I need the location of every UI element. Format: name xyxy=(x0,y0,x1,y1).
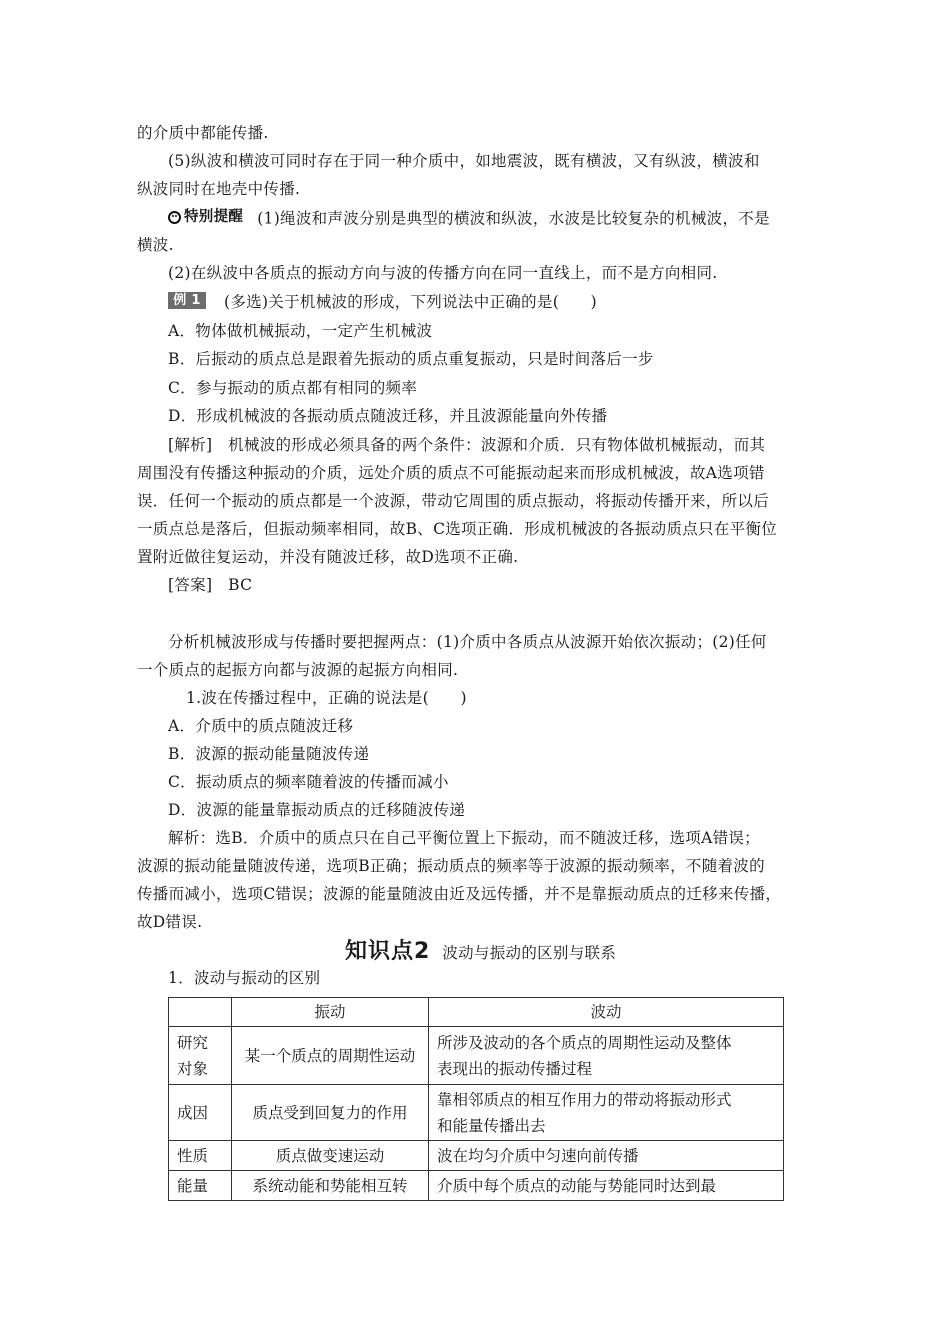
example-question-line xyxy=(168,292,597,312)
example-badge xyxy=(168,292,206,309)
heading-sub: 波动与振动的区别与联系 xyxy=(442,944,617,962)
text-line: 的介质中都能传播. xyxy=(137,124,269,142)
table-row xyxy=(169,1027,784,1085)
table-header-row xyxy=(169,998,784,1027)
option-a: A．介质中的质点随波迁移 xyxy=(168,717,354,735)
option-d: D．波源的能量靠振动质点的迁移随波传递 xyxy=(168,801,466,819)
text-line: (多选)关于机械波的形成，下列说法中正确的是( ) xyxy=(224,293,597,311)
table-row xyxy=(169,1085,784,1141)
cell-text: 对象 xyxy=(177,1059,209,1078)
cell-text: 靠相邻质点的相互作用力的带动将振动形式 xyxy=(437,1090,732,1109)
text-line: (5)纵波和横波可同时存在于同一种介质中，如地震波，既有横波，又有纵波，横波和 xyxy=(168,152,760,170)
cell-text: 表现出的振动传播过程 xyxy=(437,1059,593,1078)
text-line: 一质点总是落后，但振动频率相同，故B、C选项正确．形成机械波的各振动质点只在平衡位 xyxy=(137,520,778,538)
text-line: 故D错误. xyxy=(137,913,203,931)
text-line: [解析] 机械波的形成必须具备的两个条件：波源和介质．只有物体做机械振动，而其 xyxy=(168,436,766,454)
heading-main: 知识点2 xyxy=(345,939,431,964)
text-line: 传播而减小，选项C错误；波源的能量随波由近及远传播，并不是靠振动质点的迁移来传播， xyxy=(137,885,782,903)
exercise-question: 1.波在传播过程中，正确的说法是( ) xyxy=(186,689,467,707)
option-b: B．后振动的质点总是跟着先振动的质点重复振动，只是时间落后一步 xyxy=(168,350,654,368)
table-row xyxy=(169,1141,784,1171)
text-line: 分析机械波形成与传播时要把握两点：(1)介质中各质点从波源开始依次振动；(2)任何 xyxy=(168,633,767,651)
table-header-cell: 振动 xyxy=(232,998,429,1027)
text-line: 置附近做往复运动，并没有随波迁移，故D选项不正确. xyxy=(137,548,519,566)
wave-cell xyxy=(429,1085,784,1141)
text-line: 一个质点的起振方向都与波源的起振方向相同. xyxy=(137,661,459,679)
vibration-cell: 质点受到回复力的作用 xyxy=(232,1085,429,1141)
row-label-cell xyxy=(169,1027,232,1085)
row-label-cell: 成因 xyxy=(169,1085,232,1141)
wave-cell: 介质中每个质点的动能与势能同时达到最 xyxy=(429,1171,784,1201)
table-row xyxy=(169,1171,784,1201)
knowledge-point-heading xyxy=(345,934,616,965)
row-label-cell: 能量 xyxy=(169,1171,232,1201)
row-label-cell: 性质 xyxy=(169,1141,232,1171)
cell-text: 和能量传播出去 xyxy=(437,1116,546,1135)
text-line: (1)绳波和声波分别是典型的横波和纵波，水波是比较复杂的机械波，不是 xyxy=(257,209,770,228)
vibration-cell: 质点做变速运动 xyxy=(232,1141,429,1171)
example-label: 例 1 xyxy=(168,292,206,309)
option-d: D．形成机械波的各振动质点随波迁移，并且波源能量向外传播 xyxy=(168,407,608,425)
option-b: B．波源的振动能量随波传递 xyxy=(168,745,370,763)
smiley-icon xyxy=(168,211,181,224)
wave-cell xyxy=(429,1027,784,1085)
special-tip-label: 特别提醒 xyxy=(184,209,244,225)
text-line: 纵波同时在地壳中传播. xyxy=(137,180,301,198)
table-header-cell: 波动 xyxy=(429,998,784,1027)
text-line: 误．任何一个振动的质点都是一个波源，带动它周围的质点振动，将振动传播开来，所以后 xyxy=(137,492,770,510)
vibration-cell: 系统动能和势能相互转 xyxy=(232,1171,429,1201)
cell-text: 所涉及波动的各个质点的周期性运动及整体 xyxy=(437,1033,732,1052)
text-line: 周围没有传播这种振动的介质，远处介质的质点不可能振动起来而形成机械波，故A选项错 xyxy=(137,464,765,482)
cell-text: 研究 xyxy=(177,1033,209,1052)
comparison-table xyxy=(168,997,784,1201)
table-header-cell xyxy=(169,998,232,1027)
wave-cell: 波在均匀介质中匀速向前传播 xyxy=(429,1141,784,1171)
text-line: 横波. xyxy=(137,236,174,254)
text-line: 解析：选B．介质中的质点只在自己平衡位置上下振动，而不随波迁移，选项A错误； xyxy=(168,829,760,847)
text-line: 波源的振动能量随波传递，选项B正确；振动质点的频率等于波源的振动频率，不随着波的 xyxy=(137,857,765,875)
vibration-cell: 某一个质点的周期性运动 xyxy=(232,1027,429,1085)
option-a: A．物体做机械振动，一定产生机械波 xyxy=(168,322,433,340)
special-tip-badge xyxy=(168,207,243,227)
answer-line: [答案] BC xyxy=(168,576,253,594)
special-tip-line xyxy=(168,207,770,229)
section-title: 1．波动与振动的区别 xyxy=(168,969,321,987)
option-c: C．振动质点的频率随着波的传播而减小 xyxy=(168,773,449,791)
text-line: (2)在纵波中各质点的振动方向与波的传播方向在同一直线上，而不是方向相同. xyxy=(168,264,718,282)
option-c: C．参与振动的质点都有相同的频率 xyxy=(168,379,418,397)
